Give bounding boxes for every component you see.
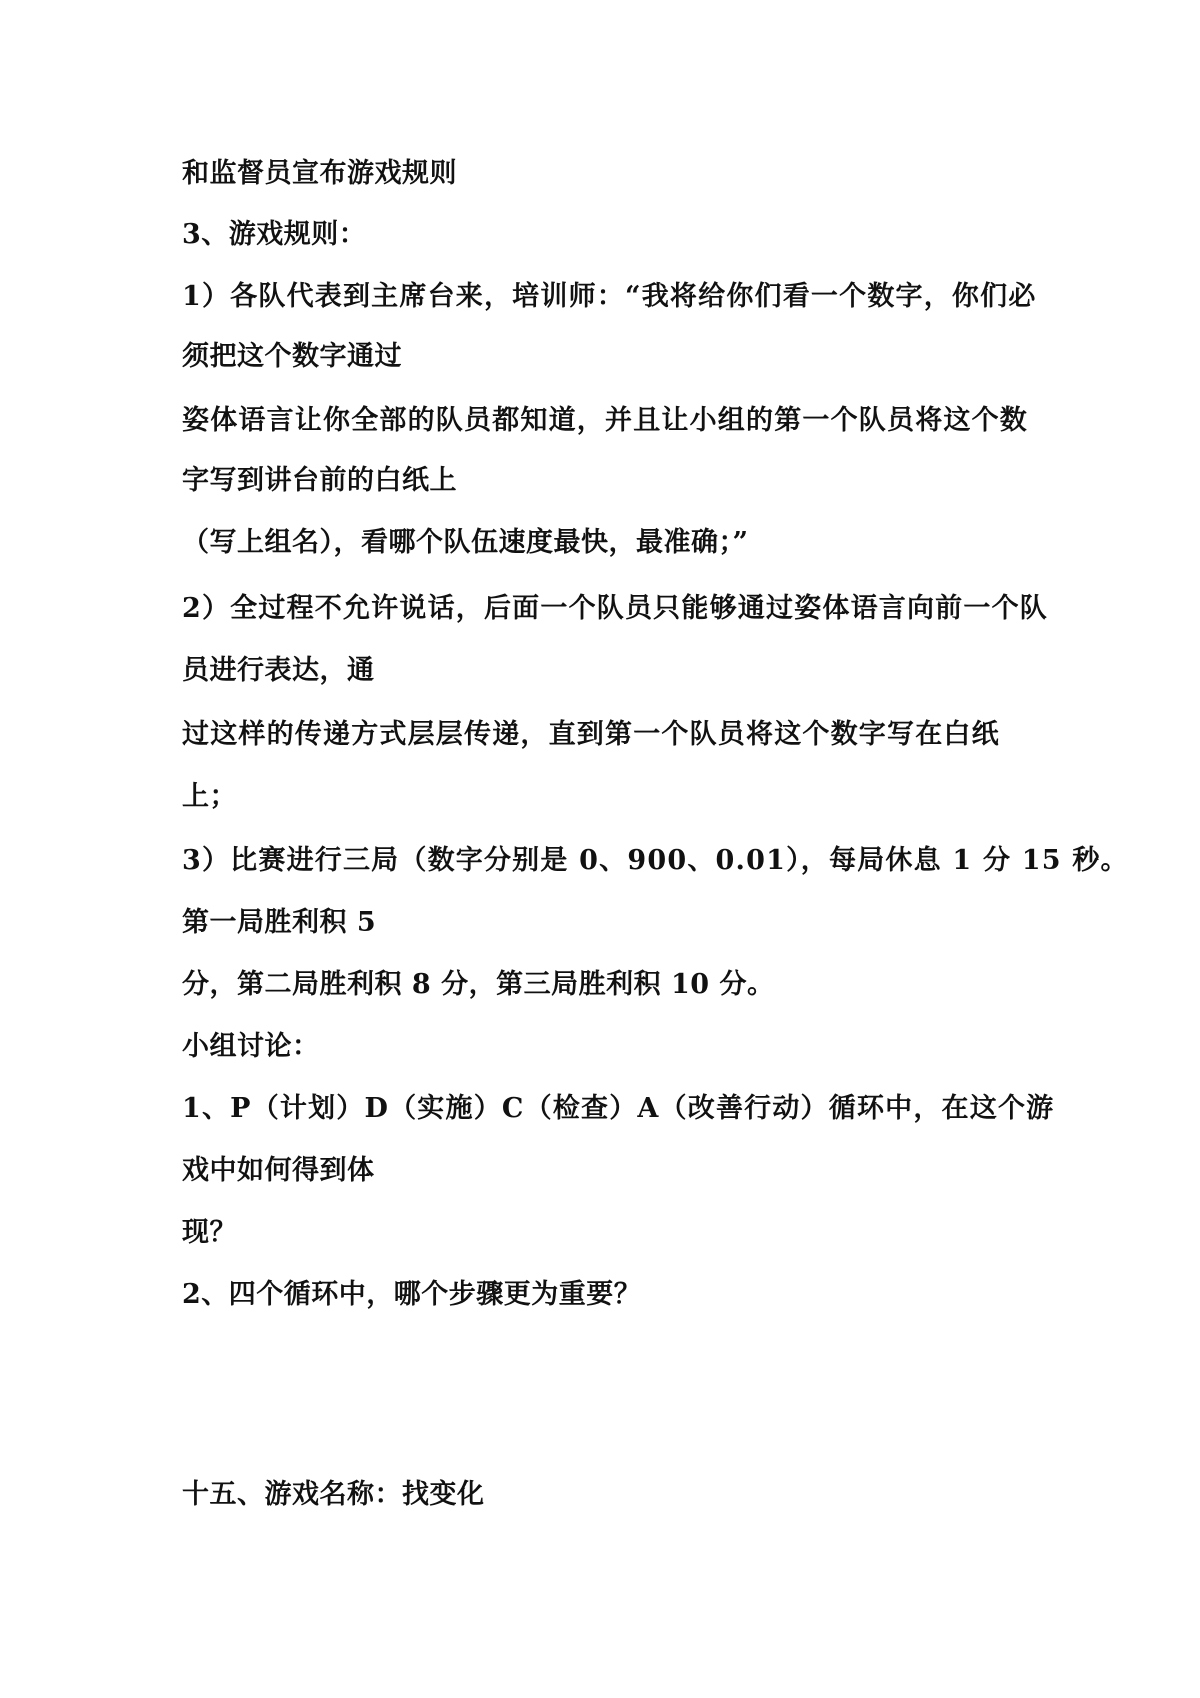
- text-line-15: 小组讨论：: [182, 1031, 320, 1062]
- text-line-19: 2、四个循环中，哪个步骤更为重要？: [182, 1279, 642, 1310]
- text-line-3: 1）各队代表到主席台来，培训师：“我将给你们看一个数字，你们必: [182, 281, 1037, 312]
- text-line-9: 员进行表达，通: [182, 655, 375, 686]
- text-line-1: 和监督员宣布游戏规则: [182, 158, 457, 189]
- text-line-10: 过这样的传递方式层层传递，直到第一个队员将这个数字写在白纸: [182, 719, 1000, 750]
- text-line-17: 戏中如何得到体: [182, 1155, 375, 1186]
- text-line-16: 1、P（计划）D（实施）C（检查）A（改善行动）循环中，在这个游: [182, 1093, 1055, 1124]
- text-line-12: 3）比赛进行三局（数字分别是 0、900、0.01），每局休息 1 分 15 秒。: [182, 845, 1129, 876]
- section-heading: 十五、游戏名称：找变化: [182, 1479, 485, 1510]
- text-line-5: 姿体语言让你全部的队员都知道，并且让小组的第一个队员将这个数: [182, 405, 1028, 436]
- text-line-4: 须把这个数字通过: [182, 341, 402, 372]
- text-line-11: 上；: [182, 781, 237, 812]
- text-line-6: 字写到讲台前的白纸上: [182, 465, 457, 496]
- text-line-13: 第一局胜利积 5: [182, 907, 377, 938]
- text-line-8: 2）全过程不允许说话，后面一个队员只能够通过姿体语言向前一个队: [182, 593, 1048, 624]
- text-line-18: 现？: [182, 1217, 237, 1248]
- text-line-7: （写上组名），看哪个队伍速度最快，最准确；”: [182, 527, 749, 558]
- text-line-14: 分，第二局胜利积 8 分，第三局胜利积 10 分。: [182, 969, 775, 1000]
- text-line-2: 3、游戏规则：: [182, 219, 367, 250]
